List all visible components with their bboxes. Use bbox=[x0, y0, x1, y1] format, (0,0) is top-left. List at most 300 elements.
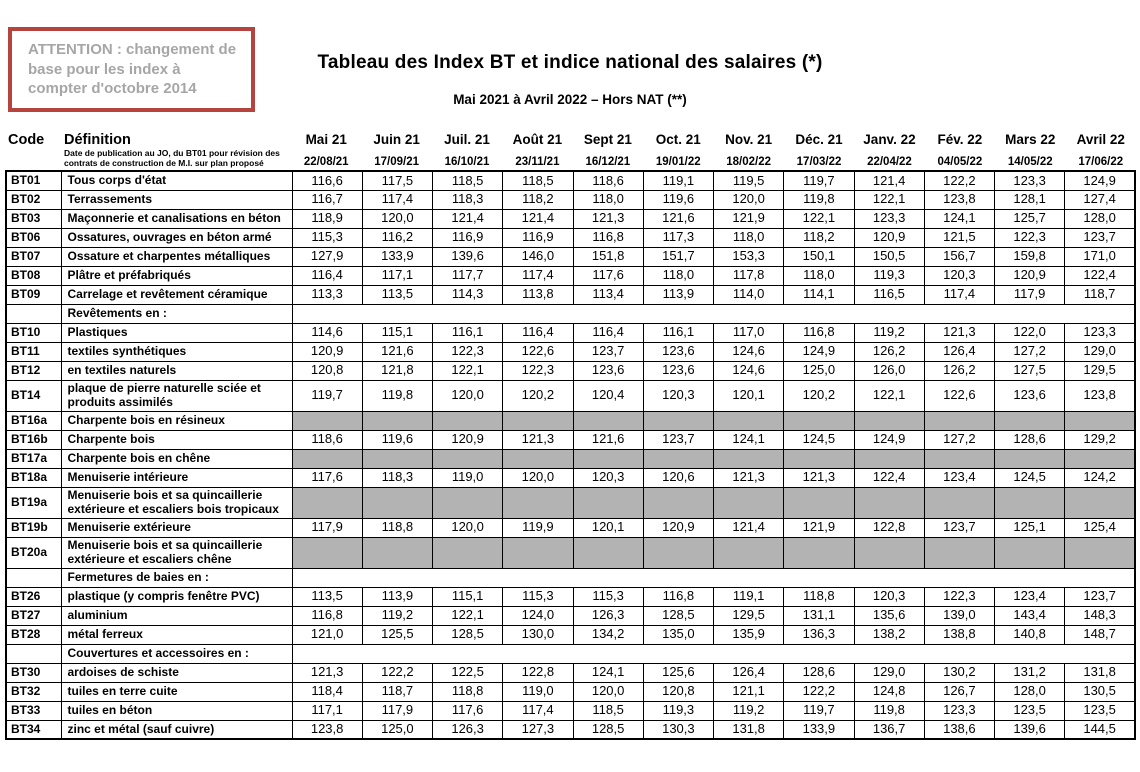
index-value-cell: 122,5 bbox=[433, 663, 503, 682]
index-value-cell: 117,0 bbox=[714, 323, 784, 342]
index-value-cell: 127,3 bbox=[503, 720, 573, 739]
row-definition: tuiles en béton bbox=[61, 701, 292, 720]
index-value-cell: 117,6 bbox=[573, 266, 643, 285]
index-value-cell: 125,0 bbox=[362, 720, 432, 739]
index-value-cell: 119,9 bbox=[503, 518, 573, 537]
index-value-cell: 119,2 bbox=[714, 701, 784, 720]
index-value-cell: 123,3 bbox=[1065, 323, 1135, 342]
index-value-cell: 117,9 bbox=[292, 518, 362, 537]
attention-notice-text: ATTENTION : changement de base pour les index à compter d'octobre 2014 bbox=[28, 41, 237, 97]
index-value-cell: 122,4 bbox=[854, 468, 924, 487]
index-value-cell: 119,0 bbox=[503, 682, 573, 701]
table-row bbox=[6, 468, 1135, 487]
index-value-cell: 139,0 bbox=[924, 606, 994, 625]
index-value-cell: 130,3 bbox=[643, 720, 713, 739]
index-value-cell: 119,3 bbox=[854, 266, 924, 285]
month-header: Mars 22 bbox=[1005, 132, 1056, 147]
index-value-cell: 118,0 bbox=[784, 266, 854, 285]
index-value-cell: 121,6 bbox=[643, 209, 713, 228]
index-value-cell: 131,2 bbox=[995, 663, 1065, 682]
index-value-cell: 135,0 bbox=[643, 625, 713, 644]
index-value-cell: 116,1 bbox=[433, 323, 503, 342]
index-value-cell: 118,8 bbox=[433, 682, 503, 701]
index-value-cell: 119,8 bbox=[854, 701, 924, 720]
table-row bbox=[6, 587, 1135, 606]
index-value-cell: 113,8 bbox=[503, 285, 573, 304]
empty-index-row bbox=[6, 537, 1135, 568]
index-value-cell: 118,8 bbox=[784, 587, 854, 606]
row-definition: Charpente bois en résineux bbox=[61, 411, 292, 430]
row-definition: Ossature et charpentes métalliques bbox=[61, 247, 292, 266]
index-value-cell: 122,1 bbox=[854, 190, 924, 209]
index-value-cell: 140,8 bbox=[995, 625, 1065, 644]
row-definition: Plastiques bbox=[61, 323, 292, 342]
index-value-cell: 122,3 bbox=[995, 228, 1065, 247]
index-value-cell: 122,3 bbox=[503, 361, 573, 380]
index-value-cell: 120,1 bbox=[573, 518, 643, 537]
index-value-cell: 115,1 bbox=[362, 323, 432, 342]
index-value-cell: 118,7 bbox=[362, 682, 432, 701]
index-value-cell: 116,5 bbox=[854, 285, 924, 304]
no-value-cell bbox=[362, 411, 432, 430]
index-value-cell: 121,3 bbox=[784, 468, 854, 487]
index-value-cell: 113,4 bbox=[573, 285, 643, 304]
index-value-cell: 122,6 bbox=[924, 380, 994, 411]
section-empty-span bbox=[292, 568, 1135, 587]
index-value-cell: 126,3 bbox=[433, 720, 503, 739]
index-value-cell: 122,1 bbox=[854, 380, 924, 411]
row-definition: en textiles naturels bbox=[61, 361, 292, 380]
section-title: Revêtements en : bbox=[61, 304, 292, 323]
index-value-cell: 129,5 bbox=[1065, 361, 1135, 380]
index-value-cell: 124,1 bbox=[924, 209, 994, 228]
row-code: BT16a bbox=[6, 411, 61, 430]
no-value-cell bbox=[292, 411, 362, 430]
no-value-cell bbox=[1065, 449, 1135, 468]
row-code: BT16b bbox=[6, 430, 61, 449]
code-column-header: Code bbox=[8, 132, 45, 148]
no-value-cell bbox=[292, 537, 362, 568]
index-value-cell: 128,0 bbox=[995, 682, 1065, 701]
index-value-cell: 120,9 bbox=[995, 266, 1065, 285]
index-value-cell: 123,7 bbox=[573, 342, 643, 361]
index-value-cell: 117,8 bbox=[714, 266, 784, 285]
index-value-cell: 156,7 bbox=[924, 247, 994, 266]
index-value-cell: 118,5 bbox=[503, 171, 573, 190]
no-value-cell bbox=[714, 487, 784, 518]
no-value-cell bbox=[784, 449, 854, 468]
no-value-cell bbox=[854, 537, 924, 568]
index-value-cell: 120,3 bbox=[854, 587, 924, 606]
empty-header-cell bbox=[5, 148, 60, 170]
index-value-cell: 124,5 bbox=[784, 430, 854, 449]
table-row bbox=[6, 171, 1135, 190]
index-value-cell: 116,1 bbox=[643, 323, 713, 342]
index-value-cell: 119,8 bbox=[784, 190, 854, 209]
index-value-cell: 119,1 bbox=[714, 587, 784, 606]
month-header: Juin 21 bbox=[373, 132, 420, 147]
row-code bbox=[6, 304, 61, 323]
row-code: BT03 bbox=[6, 209, 61, 228]
row-definition: Menuiserie bois et sa quincaillerie extérieure et escaliers bois tropicaux bbox=[61, 487, 292, 518]
index-value-cell: 116,7 bbox=[292, 190, 362, 209]
row-code: BT09 bbox=[6, 285, 61, 304]
no-value-cell bbox=[573, 449, 643, 468]
month-header: Janv. 22 bbox=[863, 132, 916, 147]
index-value-cell: 117,9 bbox=[995, 285, 1065, 304]
table-row bbox=[6, 342, 1135, 361]
index-value-cell: 125,7 bbox=[995, 209, 1065, 228]
index-value-cell: 123,6 bbox=[573, 361, 643, 380]
index-value-cell: 118,6 bbox=[292, 430, 362, 449]
publication-date-header: 22/08/21 bbox=[303, 156, 349, 168]
index-value-cell: 117,6 bbox=[433, 701, 503, 720]
month-header: Déc. 21 bbox=[795, 132, 843, 147]
index-value-cell: 120,0 bbox=[573, 682, 643, 701]
index-value-cell: 124,2 bbox=[1065, 468, 1135, 487]
no-value-cell bbox=[854, 487, 924, 518]
publication-date-header: 16/10/21 bbox=[444, 156, 490, 168]
no-value-cell bbox=[573, 537, 643, 568]
index-value-cell: 116,9 bbox=[503, 228, 573, 247]
index-value-cell: 122,6 bbox=[503, 342, 573, 361]
index-value-cell: 121,5 bbox=[924, 228, 994, 247]
index-value-cell: 124,1 bbox=[573, 663, 643, 682]
index-value-cell: 117,9 bbox=[362, 701, 432, 720]
index-value-cell: 121,6 bbox=[362, 342, 432, 361]
no-value-cell bbox=[784, 487, 854, 518]
index-value-cell: 121,6 bbox=[573, 430, 643, 449]
no-value-cell bbox=[924, 487, 994, 518]
no-value-cell bbox=[995, 537, 1065, 568]
table-row bbox=[6, 247, 1135, 266]
index-value-cell: 118,8 bbox=[362, 518, 432, 537]
index-value-cell: 129,5 bbox=[714, 606, 784, 625]
no-value-cell bbox=[643, 487, 713, 518]
index-value-cell: 120,4 bbox=[573, 380, 643, 411]
no-value-cell bbox=[433, 411, 503, 430]
index-value-cell: 119,1 bbox=[643, 171, 713, 190]
index-value-cell: 123,6 bbox=[995, 380, 1065, 411]
table-row bbox=[6, 430, 1135, 449]
index-value-cell: 128,0 bbox=[1065, 209, 1135, 228]
index-value-cell: 115,3 bbox=[292, 228, 362, 247]
index-value-cell: 150,5 bbox=[854, 247, 924, 266]
row-code: BT06 bbox=[6, 228, 61, 247]
index-value-cell: 121,0 bbox=[292, 625, 362, 644]
index-value-cell: 120,1 bbox=[714, 380, 784, 411]
index-value-cell: 117,1 bbox=[292, 701, 362, 720]
no-value-cell bbox=[924, 537, 994, 568]
section-title: Fermetures de baies en : bbox=[61, 568, 292, 587]
index-value-cell: 121,1 bbox=[714, 682, 784, 701]
row-definition: Ossatures, ouvrages en béton armé bbox=[61, 228, 292, 247]
no-value-cell bbox=[292, 487, 362, 518]
no-value-cell bbox=[1065, 537, 1135, 568]
index-value-cell: 123,7 bbox=[643, 430, 713, 449]
index-value-cell: 118,5 bbox=[433, 171, 503, 190]
index-value-cell: 118,4 bbox=[292, 682, 362, 701]
table-row bbox=[6, 663, 1135, 682]
definition-column-header: Définition bbox=[64, 132, 131, 148]
index-value-cell: 116,6 bbox=[292, 171, 362, 190]
index-value-cell: 113,9 bbox=[643, 285, 713, 304]
section-empty-span bbox=[292, 304, 1135, 323]
no-value-cell bbox=[924, 411, 994, 430]
month-header: Mai 21 bbox=[305, 132, 347, 147]
index-value-cell: 118,9 bbox=[292, 209, 362, 228]
index-table-body bbox=[5, 170, 1136, 740]
index-value-cell: 124,5 bbox=[995, 468, 1065, 487]
index-value-cell: 124,6 bbox=[714, 361, 784, 380]
no-value-cell bbox=[854, 411, 924, 430]
index-value-cell: 126,3 bbox=[573, 606, 643, 625]
no-value-cell bbox=[854, 449, 924, 468]
no-value-cell bbox=[362, 487, 432, 518]
no-value-cell bbox=[995, 487, 1065, 518]
row-definition: ardoises de schiste bbox=[61, 663, 292, 682]
index-value-cell: 120,2 bbox=[784, 380, 854, 411]
index-value-cell: 113,9 bbox=[362, 587, 432, 606]
publication-date-header: 16/12/21 bbox=[585, 156, 631, 168]
index-value-cell: 126,0 bbox=[854, 361, 924, 380]
no-value-cell bbox=[643, 411, 713, 430]
index-value-cell: 118,0 bbox=[714, 228, 784, 247]
row-definition: Charpente bois en chêne bbox=[61, 449, 292, 468]
table-row bbox=[6, 228, 1135, 247]
table-row bbox=[6, 606, 1135, 625]
index-value-cell: 123,4 bbox=[924, 468, 994, 487]
section-header-row bbox=[6, 644, 1135, 663]
row-definition: Terrassements bbox=[61, 190, 292, 209]
index-value-cell: 122,1 bbox=[433, 606, 503, 625]
publication-date-header: 04/05/22 bbox=[937, 156, 983, 168]
index-value-cell: 120,3 bbox=[643, 380, 713, 411]
index-value-cell: 130,0 bbox=[503, 625, 573, 644]
index-value-cell: 129,2 bbox=[1065, 430, 1135, 449]
index-value-cell: 116,8 bbox=[292, 606, 362, 625]
index-table-header bbox=[5, 124, 1136, 170]
index-value-cell: 123,5 bbox=[1065, 701, 1135, 720]
index-value-cell: 124,0 bbox=[503, 606, 573, 625]
row-code: BT19a bbox=[6, 487, 61, 518]
row-definition: zinc et métal (sauf cuivre) bbox=[61, 720, 292, 739]
index-value-cell: 139,6 bbox=[433, 247, 503, 266]
no-value-cell bbox=[1065, 487, 1135, 518]
index-value-cell: 153,3 bbox=[714, 247, 784, 266]
row-code: BT14 bbox=[6, 380, 61, 411]
row-definition: tuiles en terre cuite bbox=[61, 682, 292, 701]
index-value-cell: 120,9 bbox=[292, 342, 362, 361]
index-value-cell: 118,0 bbox=[643, 266, 713, 285]
index-value-cell: 121,4 bbox=[714, 518, 784, 537]
index-value-cell: 114,1 bbox=[784, 285, 854, 304]
index-value-cell: 120,6 bbox=[643, 468, 713, 487]
index-value-cell: 130,2 bbox=[924, 663, 994, 682]
no-value-cell bbox=[643, 537, 713, 568]
index-value-cell: 123,3 bbox=[995, 171, 1065, 190]
row-definition: Maçonnerie et canalisations en béton bbox=[61, 209, 292, 228]
no-value-cell bbox=[433, 449, 503, 468]
no-value-cell bbox=[503, 537, 573, 568]
row-definition: textiles synthétiques bbox=[61, 342, 292, 361]
row-definition: plaque de pierre naturelle sciée et produits assimilés bbox=[61, 380, 292, 411]
table-row bbox=[6, 380, 1135, 411]
index-value-cell: 139,6 bbox=[995, 720, 1065, 739]
definition-note: Date de publication au JO, du BT01 pour révision des contrats de construction de M.I. sur plan proposé bbox=[64, 148, 280, 169]
index-value-cell: 114,6 bbox=[292, 323, 362, 342]
index-value-cell: 126,2 bbox=[854, 342, 924, 361]
index-value-cell: 148,7 bbox=[1065, 625, 1135, 644]
index-value-cell: 123,8 bbox=[1065, 380, 1135, 411]
row-definition: aluminium bbox=[61, 606, 292, 625]
index-value-cell: 117,1 bbox=[362, 266, 432, 285]
index-value-cell: 119,3 bbox=[643, 701, 713, 720]
index-value-cell: 123,6 bbox=[643, 361, 713, 380]
month-header: Oct. 21 bbox=[655, 132, 701, 147]
index-value-cell: 146,0 bbox=[503, 247, 573, 266]
index-value-cell: 130,5 bbox=[1065, 682, 1135, 701]
no-value-cell bbox=[643, 449, 713, 468]
index-value-cell: 121,3 bbox=[924, 323, 994, 342]
index-value-cell: 128,5 bbox=[643, 606, 713, 625]
index-value-cell: 124,9 bbox=[784, 342, 854, 361]
index-value-cell: 115,3 bbox=[573, 587, 643, 606]
index-value-cell: 117,4 bbox=[924, 285, 994, 304]
index-value-cell: 118,5 bbox=[573, 701, 643, 720]
index-value-cell: 118,2 bbox=[784, 228, 854, 247]
index-value-cell: 125,0 bbox=[784, 361, 854, 380]
index-value-cell: 120,0 bbox=[433, 380, 503, 411]
index-value-cell: 123,3 bbox=[854, 209, 924, 228]
index-value-cell: 116,2 bbox=[362, 228, 432, 247]
index-value-cell: 136,3 bbox=[784, 625, 854, 644]
index-value-cell: 119,6 bbox=[362, 430, 432, 449]
publication-date-header: 17/03/22 bbox=[796, 156, 842, 168]
index-value-cell: 117,4 bbox=[503, 701, 573, 720]
index-value-cell: 127,2 bbox=[995, 342, 1065, 361]
empty-index-row bbox=[6, 487, 1135, 518]
index-value-cell: 135,6 bbox=[854, 606, 924, 625]
index-value-cell: 115,3 bbox=[503, 587, 573, 606]
index-value-cell: 119,0 bbox=[433, 468, 503, 487]
row-code: BT28 bbox=[6, 625, 61, 644]
row-code: BT02 bbox=[6, 190, 61, 209]
index-value-cell: 121,3 bbox=[503, 430, 573, 449]
index-value-cell: 116,4 bbox=[573, 323, 643, 342]
index-value-cell: 171,0 bbox=[1065, 247, 1135, 266]
index-value-cell: 125,4 bbox=[1065, 518, 1135, 537]
no-value-cell bbox=[714, 537, 784, 568]
index-value-cell: 121,9 bbox=[784, 518, 854, 537]
index-value-cell: 117,5 bbox=[362, 171, 432, 190]
index-value-cell: 123,3 bbox=[924, 701, 994, 720]
section-header-row bbox=[6, 304, 1135, 323]
index-value-cell: 119,7 bbox=[784, 701, 854, 720]
index-value-cell: 113,3 bbox=[292, 285, 362, 304]
index-value-cell: 125,6 bbox=[643, 663, 713, 682]
index-value-cell: 127,4 bbox=[1065, 190, 1135, 209]
index-value-cell: 119,6 bbox=[643, 190, 713, 209]
index-value-cell: 150,1 bbox=[784, 247, 854, 266]
no-value-cell bbox=[433, 537, 503, 568]
index-value-cell: 127,2 bbox=[924, 430, 994, 449]
month-header: Sept 21 bbox=[583, 132, 632, 147]
index-value-cell: 123,8 bbox=[924, 190, 994, 209]
index-value-cell: 122,2 bbox=[784, 682, 854, 701]
date-header-row bbox=[5, 148, 1136, 170]
index-value-cell: 128,5 bbox=[573, 720, 643, 739]
index-value-cell: 121,4 bbox=[503, 209, 573, 228]
row-code: BT30 bbox=[6, 663, 61, 682]
month-header-row bbox=[5, 124, 1136, 148]
index-value-cell: 118,2 bbox=[503, 190, 573, 209]
index-value-cell: 124,9 bbox=[854, 430, 924, 449]
index-value-cell: 116,4 bbox=[292, 266, 362, 285]
index-value-cell: 122,8 bbox=[503, 663, 573, 682]
index-value-cell: 123,8 bbox=[292, 720, 362, 739]
index-value-cell: 122,2 bbox=[362, 663, 432, 682]
table-row bbox=[6, 720, 1135, 739]
index-value-cell: 121,3 bbox=[573, 209, 643, 228]
index-value-cell: 124,9 bbox=[1065, 171, 1135, 190]
row-code: BT19b bbox=[6, 518, 61, 537]
no-value-cell bbox=[784, 537, 854, 568]
index-value-cell: 118,3 bbox=[433, 190, 503, 209]
table-row bbox=[6, 266, 1135, 285]
index-value-cell: 120,3 bbox=[924, 266, 994, 285]
row-definition: Charpente bois bbox=[61, 430, 292, 449]
index-value-cell: 118,0 bbox=[573, 190, 643, 209]
no-value-cell bbox=[503, 487, 573, 518]
row-code: BT32 bbox=[6, 682, 61, 701]
section-empty-span bbox=[292, 644, 1135, 663]
row-code: BT12 bbox=[6, 361, 61, 380]
index-value-cell: 120,0 bbox=[362, 209, 432, 228]
index-value-cell: 120,0 bbox=[503, 468, 573, 487]
index-value-cell: 123,7 bbox=[1065, 587, 1135, 606]
no-value-cell bbox=[995, 411, 1065, 430]
no-value-cell bbox=[924, 449, 994, 468]
index-value-cell: 119,5 bbox=[714, 171, 784, 190]
index-value-cell: 125,1 bbox=[995, 518, 1065, 537]
no-value-cell bbox=[714, 449, 784, 468]
index-table-container bbox=[5, 124, 1136, 740]
index-value-cell: 121,3 bbox=[292, 663, 362, 682]
section-title: Couvertures et accessoires en : bbox=[61, 644, 292, 663]
index-value-cell: 128,5 bbox=[433, 625, 503, 644]
row-definition: métal ferreux bbox=[61, 625, 292, 644]
no-value-cell bbox=[573, 411, 643, 430]
index-value-cell: 143,4 bbox=[995, 606, 1065, 625]
index-value-cell: 151,7 bbox=[643, 247, 713, 266]
page-title: Tableau des Index BT et indice national des salaires (*) bbox=[317, 52, 823, 73]
table-row bbox=[6, 190, 1135, 209]
index-value-cell: 122,1 bbox=[433, 361, 503, 380]
month-header: Fév. 22 bbox=[937, 132, 983, 147]
row-definition: Menuiserie intérieure bbox=[61, 468, 292, 487]
index-value-cell: 136,7 bbox=[854, 720, 924, 739]
no-value-cell bbox=[362, 537, 432, 568]
publication-date-header: 19/01/22 bbox=[655, 156, 701, 168]
month-header: Avril 22 bbox=[1076, 132, 1125, 147]
publication-date-header: 17/09/21 bbox=[374, 156, 419, 168]
month-header: Août 21 bbox=[512, 132, 563, 147]
index-value-cell: 144,5 bbox=[1065, 720, 1135, 739]
index-value-cell: 120,0 bbox=[714, 190, 784, 209]
index-value-cell: 119,7 bbox=[784, 171, 854, 190]
index-value-cell: 120,2 bbox=[503, 380, 573, 411]
